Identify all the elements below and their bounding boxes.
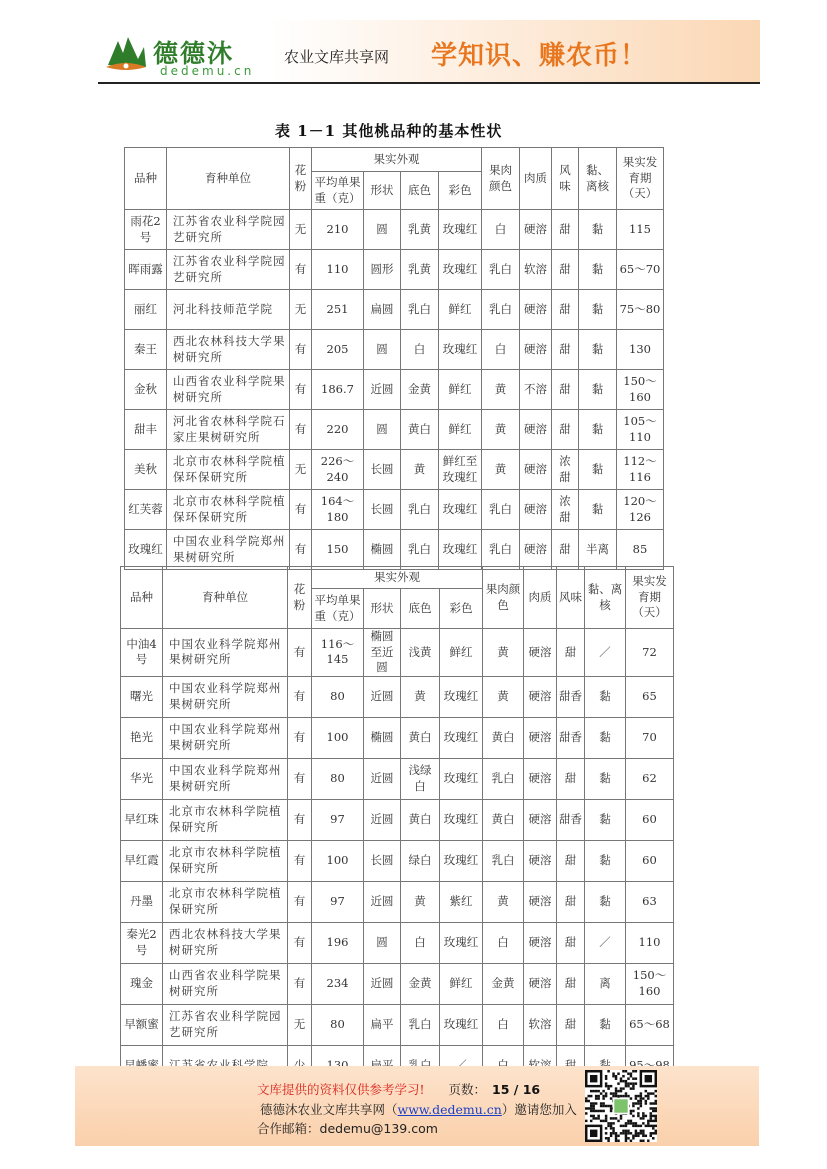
cell-dev-period: 75～80	[617, 290, 664, 330]
cell-ground-color: 绿白	[401, 840, 440, 881]
cell-ground-color: 乳黄	[401, 210, 439, 250]
cell-flavor: 甜	[552, 370, 579, 410]
cell-variety: 雨花2号	[125, 210, 167, 250]
cell-flesh-color: 黄	[483, 881, 524, 922]
cell-stone: ／	[585, 922, 626, 963]
cell-unit: 北京市农林科学院植保环保研究所	[167, 450, 290, 490]
cell-dev-period: 72	[626, 629, 674, 677]
cell-ground-color: 白	[401, 330, 439, 370]
cell-texture: 硬溶	[520, 290, 552, 330]
header-variety: 品种	[121, 567, 163, 629]
cell-ground-color: 乳白	[401, 490, 439, 530]
cell-variety: 红芙蓉	[125, 490, 167, 530]
cell-flavor: 甜	[557, 840, 585, 881]
cell-variety: 中油4号	[121, 629, 163, 677]
cell-stone: 黏	[579, 290, 617, 330]
cell-flesh-color: 乳白	[482, 290, 520, 330]
footer-note: 文库提供的资料仅供参考学习!	[257, 1082, 425, 1097]
cell-flavor: 甜	[552, 210, 579, 250]
cell-texture: 硬溶	[520, 450, 552, 490]
cell-shape: 长圆	[364, 450, 401, 490]
cell-texture: 不溶	[520, 370, 552, 410]
cell-pollen: 有	[290, 490, 312, 530]
logo-domain: dedemu.cn	[160, 64, 255, 78]
header-ground-color: 底色	[401, 172, 439, 210]
cell-flesh-color: 黄白	[483, 799, 524, 840]
table-row	[121, 799, 674, 840]
cell-dev-period: 150～160	[617, 370, 664, 410]
cell-blush: 鲜红	[439, 410, 482, 450]
cell-texture: 硬溶	[520, 210, 552, 250]
cell-dev-period: 60	[626, 799, 674, 840]
cell-texture: 硬溶	[520, 410, 552, 450]
cell-avg-weight: 100	[312, 840, 364, 881]
cell-flavor: 甜	[552, 330, 579, 370]
cell-stone: 黏	[585, 840, 626, 881]
cell-shape: 扁平	[364, 1004, 401, 1045]
cell-blush: 鲜红	[439, 290, 482, 330]
cell-pollen: 有	[288, 758, 312, 799]
cell-flavor: 甜	[557, 629, 585, 677]
cell-texture: 硬溶	[524, 840, 557, 881]
cell-flesh-color: 乳白	[483, 758, 524, 799]
cell-pollen: 有	[290, 530, 312, 570]
table-row	[121, 881, 674, 922]
cell-shape: 近圆	[364, 881, 401, 922]
cell-ground-color: 黄白	[401, 410, 439, 450]
cell-stone: 黏	[579, 450, 617, 490]
cell-variety: 金秋	[125, 370, 167, 410]
cell-shape: 椭圆	[364, 530, 401, 570]
cell-flavor: 甜	[557, 922, 585, 963]
cell-avg-weight: 251	[312, 290, 364, 330]
cell-ground-color: 浅黄	[401, 629, 440, 677]
cell-avg-weight: 80	[312, 1004, 364, 1045]
header-flavor: 风味	[552, 148, 579, 210]
table-row	[121, 758, 674, 799]
cell-flavor: 甜	[552, 410, 579, 450]
cell-avg-weight: 116～145	[312, 629, 364, 677]
cell-flavor: 甜香	[557, 676, 585, 717]
cell-blush: 玫瑰红	[440, 758, 483, 799]
cell-dev-period: 120～126	[617, 490, 664, 530]
cell-blush: 玫瑰红	[440, 799, 483, 840]
cell-blush: 玫瑰红	[440, 676, 483, 717]
cell-flavor: 甜	[557, 963, 585, 1004]
cell-stone: 黏	[585, 799, 626, 840]
cell-dev-period: 130	[617, 330, 664, 370]
header-stone: 黏、离核	[585, 567, 626, 629]
cell-blush: 鲜红	[440, 963, 483, 1004]
cell-flavor: 甜	[557, 881, 585, 922]
cell-ground-color: 黄	[401, 676, 440, 717]
cell-shape: 圆	[364, 922, 401, 963]
cell-texture: 硬溶	[520, 490, 552, 530]
peach-table-part2	[120, 566, 674, 1086]
cell-unit: 河北科技师范学院	[167, 290, 290, 330]
cell-dev-period: 65	[626, 676, 674, 717]
cell-avg-weight: 196	[312, 922, 364, 963]
header-texture: 肉质	[520, 148, 552, 210]
cell-dev-period: 85	[617, 530, 664, 570]
cell-unit: 中国农业科学院郑州果树研究所	[163, 629, 288, 677]
cell-blush: 紫红	[440, 881, 483, 922]
cell-texture: 硬溶	[524, 758, 557, 799]
cell-blush: 玫瑰红	[439, 490, 482, 530]
cell-flesh-color: 黄	[482, 370, 520, 410]
table-row	[121, 963, 674, 1004]
cell-avg-weight: 80	[312, 676, 364, 717]
cell-ground-color: 乳黄	[401, 250, 439, 290]
cell-ground-color: 黄白	[401, 717, 440, 758]
cell-texture: 硬溶	[524, 799, 557, 840]
cell-pollen: 无	[290, 450, 312, 490]
logo-title: 德德沐	[153, 39, 235, 68]
table-caption: 表 1－1 其他桃品种的基本性状	[275, 122, 503, 140]
header-pollen: 花粉	[288, 567, 312, 629]
header-slogan: 学知识、赚农币！	[431, 41, 648, 71]
table2-body	[121, 629, 674, 1087]
cell-texture: 硬溶	[524, 676, 557, 717]
cell-variety: 瑰金	[121, 963, 163, 1004]
header-unit: 育种单位	[167, 148, 290, 210]
cell-unit: 江苏省农业科学院园艺研究所	[167, 250, 290, 290]
cell-unit: 中国农业科学院郑州果树研究所	[163, 717, 288, 758]
cell-flesh-color: 乳白	[482, 490, 520, 530]
cell-stone: 黏	[579, 210, 617, 250]
cell-variety: 秦光2号	[121, 922, 163, 963]
header-stone: 黏、离核	[579, 148, 617, 210]
cell-blush: 玫瑰红	[440, 1004, 483, 1045]
cell-texture: 硬溶	[520, 530, 552, 570]
cell-unit: 北京市农林科学院植保研究所	[163, 799, 288, 840]
cell-pollen: 无	[288, 1004, 312, 1045]
cell-unit: 北京市农林科学院植保研究所	[163, 840, 288, 881]
cell-unit: 中国农业科学院郑州果树研究所	[163, 676, 288, 717]
cell-texture: 硬溶	[524, 963, 557, 1004]
cell-pollen: 有	[288, 717, 312, 758]
cell-ground-color: 乳白	[401, 290, 439, 330]
table-row	[121, 840, 674, 881]
cell-shape: 扁圆	[364, 290, 401, 330]
cell-pollen: 无	[290, 290, 312, 330]
cell-flavor: 甜	[552, 290, 579, 330]
cell-variety: 早红珠	[121, 799, 163, 840]
cell-shape: 圆	[364, 330, 401, 370]
cell-flesh-color: 乳白	[482, 250, 520, 290]
cell-flavor: 甜香	[557, 799, 585, 840]
cell-dev-period: 60	[626, 840, 674, 881]
cell-dev-period: 105～110	[617, 410, 664, 450]
cell-stone: 黏	[579, 410, 617, 450]
cell-flavor: 甜	[557, 758, 585, 799]
cell-blush: 玫瑰红	[439, 250, 482, 290]
cell-blush: 玫瑰红	[439, 210, 482, 250]
cell-dev-period: 112～116	[617, 450, 664, 490]
cell-blush: 鲜红	[439, 370, 482, 410]
cell-ground-color: 金黄	[401, 963, 440, 1004]
cell-ground-color: 黄白	[401, 799, 440, 840]
cell-stone: 黏	[585, 1004, 626, 1045]
cell-variety: 早额蜜	[121, 1004, 163, 1045]
cell-pollen: 有	[290, 410, 312, 450]
cell-stone: 黏	[585, 717, 626, 758]
cell-flesh-color: 黄	[483, 676, 524, 717]
cell-flavor: 甜	[552, 250, 579, 290]
cell-flesh-color: 黄	[482, 450, 520, 490]
cell-shape: 长圆	[364, 840, 401, 881]
cell-stone: ／	[585, 629, 626, 677]
cell-pollen: 有	[288, 799, 312, 840]
cell-variety: 甜丰	[125, 410, 167, 450]
cell-texture: 硬溶	[524, 717, 557, 758]
cell-stone: 黏	[579, 370, 617, 410]
footer-line2	[260, 1100, 577, 1118]
contact-email[interactable]: dedemu@139.com	[319, 1121, 438, 1136]
cell-avg-weight: 97	[312, 881, 364, 922]
cell-texture: 软溶	[524, 1004, 557, 1045]
cell-avg-weight: 100	[312, 717, 364, 758]
cell-dev-period: 62	[626, 758, 674, 799]
cell-stone: 黏	[579, 330, 617, 370]
cell-flesh-color: 白	[482, 210, 520, 250]
header-ground-color: 底色	[401, 589, 440, 629]
footer-page-label: 页数：	[448, 1082, 487, 1097]
cell-dev-period: 150～160	[626, 963, 674, 1004]
cell-dev-period: 65～68	[626, 1004, 674, 1045]
cell-variety: 美秋	[125, 450, 167, 490]
header-pollen: 花粉	[290, 148, 312, 210]
cell-avg-weight: 186.7	[312, 370, 364, 410]
cell-pollen: 有	[290, 370, 312, 410]
cell-stone: 黏	[579, 250, 617, 290]
header-shape: 形状	[364, 589, 401, 629]
cell-ground-color: 浅绿白	[401, 758, 440, 799]
header-unit: 育种单位	[163, 567, 288, 629]
table-row	[121, 676, 674, 717]
email-label: 合作邮箱：	[257, 1121, 320, 1136]
cell-stone: 黏	[585, 758, 626, 799]
header-fruit-appearance: 果实外观	[312, 148, 482, 172]
page-footer	[75, 1066, 759, 1146]
cell-shape: 近圆	[364, 799, 401, 840]
header-blush: 彩色	[439, 172, 482, 210]
cell-dev-period: 110	[626, 922, 674, 963]
cell-pollen: 有	[290, 250, 312, 290]
cell-pollen: 有	[288, 963, 312, 1004]
cell-ground-color: 黄	[401, 450, 439, 490]
cell-variety: 曙光	[121, 676, 163, 717]
cell-blush: 玫瑰红	[439, 330, 482, 370]
cell-flesh-color: 黄	[482, 410, 520, 450]
cell-variety: 华光	[121, 758, 163, 799]
cell-unit: 山西省农业科学院果树研究所	[163, 963, 288, 1004]
header-flavor: 风味	[557, 567, 585, 629]
cell-shape: 椭圆至近圆	[364, 629, 401, 677]
cell-texture: 硬溶	[524, 881, 557, 922]
cell-shape: 近圆	[364, 963, 401, 1004]
cell-ground-color: 乳白	[401, 530, 439, 570]
cell-ground-color: 黄	[401, 881, 440, 922]
cell-blush: 鲜红至玫瑰红	[439, 450, 482, 490]
cell-avg-weight: 205	[312, 330, 364, 370]
cell-flesh-color: 白	[482, 330, 520, 370]
cell-flesh-color: 乳白	[483, 840, 524, 881]
cell-stone: 黏	[579, 490, 617, 530]
cell-avg-weight: 210	[312, 210, 364, 250]
cell-avg-weight: 226～240	[312, 450, 364, 490]
cell-avg-weight: 220	[312, 410, 364, 450]
cell-variety: 玫瑰红	[125, 530, 167, 570]
cell-shape: 近圆	[364, 676, 401, 717]
cell-dev-period: 63	[626, 881, 674, 922]
table-row	[121, 717, 674, 758]
cell-variety: 秦王	[125, 330, 167, 370]
cell-dev-period: 115	[617, 210, 664, 250]
header-avg-weight: 平均单果重（克）	[312, 172, 364, 210]
footer-line1	[257, 1080, 540, 1098]
qr-code-icon	[585, 1070, 657, 1142]
cell-variety: 艳光	[121, 717, 163, 758]
header-flesh-color: 果肉颜色	[482, 148, 520, 210]
cell-blush: 鲜红	[440, 629, 483, 677]
cell-blush: 玫瑰红	[439, 530, 482, 570]
table-row	[121, 1004, 674, 1045]
header-fruit-appearance: 果实外观	[312, 567, 483, 589]
cell-stone: 黏	[585, 676, 626, 717]
cell-shape: 圆形	[364, 250, 401, 290]
cell-pollen: 无	[290, 210, 312, 250]
cell-avg-weight: 80	[312, 758, 364, 799]
table-row	[121, 922, 674, 963]
cell-flesh-color: 乳白	[482, 530, 520, 570]
cell-avg-weight: 164～180	[312, 490, 364, 530]
cell-avg-weight: 110	[312, 250, 364, 290]
cell-dev-period: 65～70	[617, 250, 664, 290]
header-dev-period: 果实发育期（天）	[617, 148, 664, 210]
cell-ground-color: 白	[401, 922, 440, 963]
cell-variety: 晖雨露	[125, 250, 167, 290]
cell-stone: 离	[585, 963, 626, 1004]
cell-pollen: 有	[290, 330, 312, 370]
cell-shape: 圆	[364, 210, 401, 250]
cell-stone: 半离	[579, 530, 617, 570]
cell-ground-color: 金黄	[401, 370, 439, 410]
cell-blush: 玫瑰红	[440, 922, 483, 963]
cell-shape: 近圆	[364, 370, 401, 410]
cell-avg-weight: 234	[312, 963, 364, 1004]
cell-dev-period: 70	[626, 717, 674, 758]
cell-shape: 近圆	[364, 758, 401, 799]
header-variety: 品种	[125, 148, 167, 210]
site-link[interactable]: www.dedemu.cn	[397, 1102, 502, 1117]
cell-flesh-color: 黄	[483, 629, 524, 677]
cell-avg-weight: 150	[312, 530, 364, 570]
header-blush: 彩色	[440, 589, 483, 629]
cell-flavor: 甜香	[557, 717, 585, 758]
cell-texture: 硬溶	[520, 330, 552, 370]
cell-unit: 北京市农林科学院植保环保研究所	[167, 490, 290, 530]
cell-blush: 玫瑰红	[440, 840, 483, 881]
cell-shape: 椭圆	[364, 717, 401, 758]
cell-blush: 玫瑰红	[440, 717, 483, 758]
cell-flavor: 浓甜	[552, 450, 579, 490]
cell-texture: 软溶	[520, 250, 552, 290]
cell-ground-color: 乳白	[401, 1004, 440, 1045]
cell-unit: 河北省农林科学院石家庄果树研究所	[167, 410, 290, 450]
cell-stone: 黏	[585, 881, 626, 922]
cell-flesh-color: 白	[483, 922, 524, 963]
cell-unit: 北京市农林科学院植保研究所	[163, 881, 288, 922]
cell-pollen: 有	[288, 676, 312, 717]
header-texture: 肉质	[524, 567, 557, 629]
table-row	[121, 629, 674, 677]
cell-pollen: 有	[288, 881, 312, 922]
footer-line3	[257, 1119, 438, 1137]
cell-pollen: 有	[288, 629, 312, 677]
cell-shape: 圆	[364, 410, 401, 450]
footer-invite-suffix: ）邀请您加入	[501, 1102, 577, 1117]
cell-unit: 中国农业科学院郑州果树研究所	[167, 530, 290, 570]
header-dev-period: 果实发育期（天）	[626, 567, 674, 629]
cell-pollen: 有	[288, 840, 312, 881]
cell-unit: 中国农业科学院郑州果树研究所	[163, 758, 288, 799]
cell-unit: 西北农林科技大学果树研究所	[163, 922, 288, 963]
header-shape: 形状	[364, 172, 401, 210]
cell-variety: 丽红	[125, 290, 167, 330]
cell-shape: 长圆	[364, 490, 401, 530]
cell-unit: 江苏省农业科学院园艺研究所	[163, 1004, 288, 1045]
footer-invite-prefix: 德德沐农业文库共享网（	[260, 1102, 398, 1117]
cell-flavor: 甜	[557, 1004, 585, 1045]
cell-texture: 硬溶	[524, 629, 557, 677]
site-name: 农业文库共享网	[284, 48, 390, 66]
cell-flavor: 浓甜	[552, 490, 579, 530]
cell-variety: 早红霞	[121, 840, 163, 881]
cell-variety: 丹墨	[121, 881, 163, 922]
cell-flavor: 甜	[552, 530, 579, 570]
cell-flesh-color: 黄白	[483, 717, 524, 758]
cell-unit: 江苏省农业科学院园艺研究所	[167, 210, 290, 250]
cell-avg-weight: 97	[312, 799, 364, 840]
cell-unit: 西北农林科技大学果树研究所	[167, 330, 290, 370]
header-avg-weight: 平均单果重（克）	[312, 589, 364, 629]
cell-texture: 硬溶	[524, 922, 557, 963]
page-number: 15 / 16	[492, 1082, 541, 1097]
cell-unit: 山西省农业科学院果树研究所	[167, 370, 290, 410]
cell-flesh-color: 白	[483, 1004, 524, 1045]
header-flesh-color: 果肉颜色	[483, 567, 524, 629]
cell-flesh-color: 金黄	[483, 963, 524, 1004]
cell-pollen: 有	[288, 922, 312, 963]
